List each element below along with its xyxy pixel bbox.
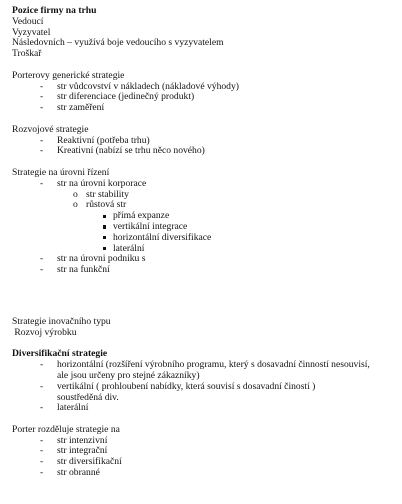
list-item-text: str stability (86, 188, 129, 200)
list-item-text: Reaktivní (potřeba trhu) (57, 134, 150, 146)
list-item-text: růstová str (86, 199, 127, 211)
list-item (12, 103, 398, 114)
list-item (12, 200, 398, 211)
list-item-text: str diferenciace (jedinečný produkt) (57, 91, 195, 103)
circle-bullet: o (73, 199, 78, 211)
list-item (12, 179, 398, 190)
list-item-text: str na úrovni korporace (57, 177, 147, 189)
list-item-text: str diversifikační (57, 456, 122, 468)
list-item-text: Kreativní (nabízí se trhu něco nového) (57, 145, 205, 157)
list-item-text: horizontální diversifikace (113, 231, 212, 243)
section-heading-diverzifikace: Diversifikační strategie (12, 348, 108, 360)
list-item (12, 382, 398, 404)
list-item (12, 360, 398, 382)
section-heading-rozvojove: Rozvojové strategie (12, 123, 89, 135)
list-item-text: str obranné (57, 467, 100, 479)
dash-bullet: - (40, 359, 44, 371)
dash-bullet: - (40, 402, 44, 414)
list-item-text: vertikální ( prohloubení nabídky, která souvisí s dosavadní čiností ) soustředěná div. (57, 380, 316, 403)
list-item (12, 211, 398, 222)
square-bullet-icon (103, 247, 106, 250)
list-item-text: přímá expanze (113, 210, 170, 222)
list-item-text: laterální (113, 242, 145, 254)
list-item-text: laterální (57, 402, 89, 414)
section-heading-pozice: Pozice firmy na trhu (12, 5, 97, 16)
dash-bullet: - (40, 456, 44, 468)
list-item: Rozvoj výrobku (12, 326, 77, 338)
dash-bullet: - (40, 91, 44, 103)
list-item-text: str na funkční (57, 264, 110, 276)
dash-bullet: - (40, 134, 44, 146)
dash-bullet: - (40, 467, 44, 479)
list-item (12, 190, 398, 201)
section-heading-porter-generic: Porterovy generické strategie (12, 69, 125, 81)
list-item (12, 468, 398, 479)
dash-bullet: - (40, 145, 44, 157)
list-item (12, 265, 398, 276)
section-heading-inovace: Strategie inovačního typu (12, 315, 111, 327)
square-bullet-icon (103, 225, 106, 228)
section-heading-urovne: Strategie na úrovni řízení (12, 166, 110, 178)
circle-bullet: o (73, 188, 78, 200)
square-bullet-icon (103, 215, 106, 218)
list-item: Vedoucí (12, 15, 44, 27)
list-item (12, 146, 398, 157)
dash-bullet: - (40, 445, 44, 457)
dash-bullet: - (40, 177, 44, 189)
dash-bullet: - (40, 264, 44, 276)
list-item-text: horizontální (rozšíření výrobního programu, který s dosavadní činností nesouvisí, ale jsou určeny pro stejné zákazníky) (57, 359, 370, 381)
dash-bullet: - (40, 253, 44, 265)
dash-bullet: - (40, 102, 44, 114)
list-item-text: vertikální integrace (113, 220, 188, 232)
document-page (12, 6, 398, 479)
list-item: Vyzyvatel (12, 26, 51, 38)
list-item (12, 233, 398, 244)
list-item-text: str vůdcovství v nákladech (nákladové výhody) (57, 80, 239, 92)
dash-bullet: - (40, 380, 44, 392)
list-item-text: str na úrovni podniku s (57, 253, 146, 265)
list-item: Troškař (12, 48, 42, 60)
list-item-text: str integrační (57, 445, 108, 457)
list-item (12, 403, 398, 414)
list-item-text: str intenzivní (57, 434, 108, 446)
square-bullet-icon (103, 236, 106, 239)
list-item: Následovních – využívá boje vedoucího s vyzyvatelem (12, 37, 224, 49)
dash-bullet: - (40, 434, 44, 446)
list-item-text: str zaměření (57, 102, 105, 114)
section-heading-porter-rozdeluje: Porter rozděluje strategie na (12, 423, 120, 435)
dash-bullet: - (40, 80, 44, 92)
